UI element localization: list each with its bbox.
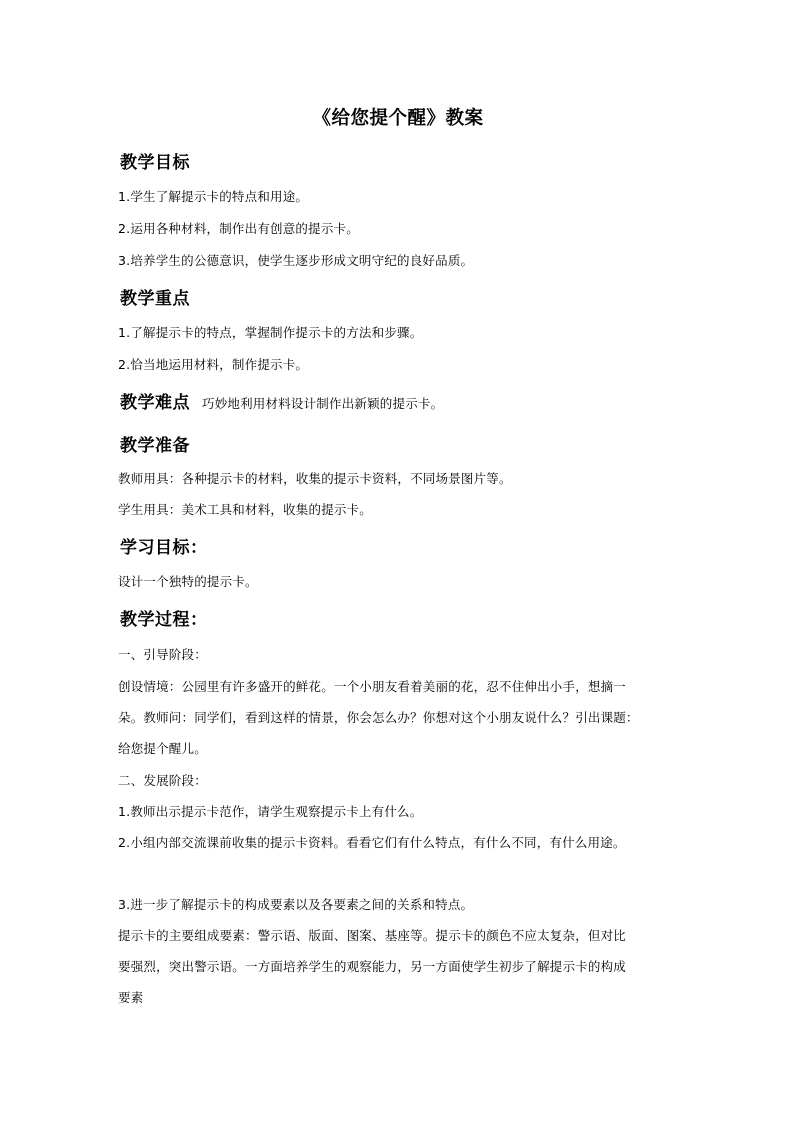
preparation-item-student: 学生用具：美术工具和材料，收集的提示卡。 (118, 502, 373, 517)
section-heading-preparation: 教学准备 (120, 436, 190, 456)
section-heading-learning-goal: 学习目标： (120, 538, 208, 558)
process-line: 二、发展阶段： (118, 773, 207, 788)
difficulty-heading-label: 教学难点 (120, 393, 190, 413)
document-page (118, 0, 678, 1123)
process-line: 一、引导阶段： (118, 647, 207, 662)
process-line: 1.教师出示提示卡范作，请学生观察提示卡上有什么。 (118, 804, 423, 819)
learning-goal-text: 设计一个独特的提示卡。 (118, 574, 258, 589)
process-line: 创设情境：公园里有许多盛开的鲜花。一个小朋友看着美丽的花，忍不住伸出小手，想摘一 (118, 679, 627, 694)
objective-item-3: 3.培养学生的公德意识，使学生逐步形成文明守纪的良好品质。 (118, 253, 474, 268)
preparation-item-teacher: 教师用具：各种提示卡的材料，收集的提示卡资料，不同场景图片等。 (118, 471, 512, 486)
document-title: 《给您提个醒》教案 (312, 108, 484, 129)
section-heading-process: 教学过程： (120, 610, 208, 630)
section-heading-key-points: 教学重点 (120, 289, 190, 309)
objective-item-2: 2.运用各种材料，制作出有创意的提示卡。 (118, 221, 359, 236)
key-point-item-2: 2.恰当地运用材料，制作提示卡。 (118, 357, 309, 372)
process-line: 提示卡的主要组成要素：警示语、版面、图案、基座等。提示卡的颜色不应太复杂，但对比 (118, 928, 627, 943)
process-line: 给您提个醒儿。 (118, 741, 207, 756)
process-line: 2.小组内部交流课前收集的提示卡资料。看看它们有什么特点，有什么不同，有什么用途。 (118, 835, 626, 850)
objective-item-1: 1.学生了解提示卡的特点和用途。 (118, 189, 309, 204)
section-heading-objectives: 教学目标 (120, 153, 190, 173)
process-line: 要素 (118, 990, 144, 1005)
process-line: 要强烈，突出警示语。一方面培养学生的观察能力，另一方面使学生初步了解提示卡的构成 (118, 959, 627, 974)
difficulty-text: 巧妙地利用材料设计制作出新颖的提示卡。 (202, 396, 444, 411)
process-line: 朵。教师问：同学们，看到这样的情景，你会怎么办？你想对这个小朋友说什么？引出课题： (118, 710, 639, 725)
process-line: 3.进一步了解提示卡的构成要素以及各要素之间的关系和特点。 (118, 897, 474, 912)
key-point-item-1: 1.了解提示卡的特点，掌握制作提示卡的方法和步骤。 (118, 325, 423, 340)
section-heading-difficulty (120, 388, 443, 413)
